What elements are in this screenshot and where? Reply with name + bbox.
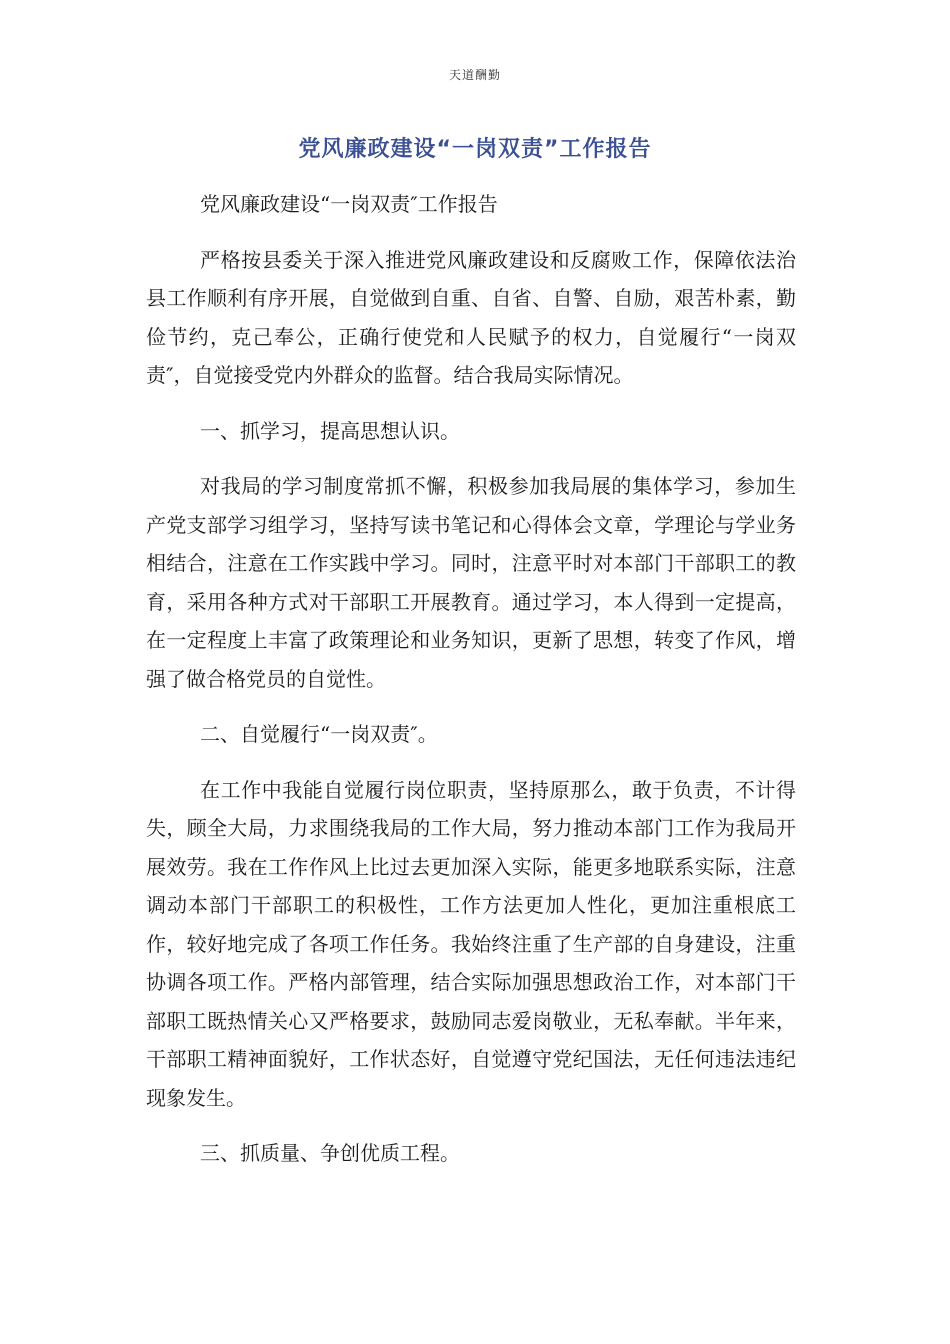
document-body xyxy=(146,185,796,1173)
document-subtitle: 党风廉政建设“一岗双责″工作报告 xyxy=(200,192,498,216)
section-3-heading: 三、抓质量、争创优质工程。 xyxy=(200,1141,460,1165)
intro-paragraph: 严格按县委关于深入推进党风廉政建设和反腐败工作，保障依法治县工作顺利有序开展，自觉做到自重、自省、自警、自励，艰苦朴素，勤俭节约，克己奉公，正确行使党和人民赋予的权力，自觉履行“一岗双责″，自觉接受党内外群众的监督。结合我局实际情况。 xyxy=(146,247,796,387)
document-title: 党风廉政建设“一岗双责”工作报告 xyxy=(298,137,652,162)
section-2-paragraph: 在工作中我能自觉履行岗位职责，坚持原那么，敢于负责，不计得失，顾全大局，力求围绕我局的工作大局，努力推动本部门工作为我局开展效劳。我在工作作风上比过去更加深入实际，能更多地联系实际，注意调动本部门干部职工的积极性，工作方法更加人性化，更加注重根底工作，较好地完成了各项工作任务。我始终注重了生产部的自身建设，注重协调各项工作。严格内部管理，结合实际加强思想政治工作，对本部门干部职工既热情关心又严格要求，鼓励同志爱岗敬业，无私奉献。半年来，干部职工精神面貌好，工作状态好，自觉遵守党纪国法，无任何违法违纪现象发生。 xyxy=(146,777,796,1110)
section-1-heading: 一、抓学习，提高思想认识。 xyxy=(200,418,460,443)
section-1-paragraph: 对我局的学习制度常抓不懈，积极参加我局展的集体学习，参加生产党支部学习组学习，坚持写读书笔记和心得体会文章，学理论与学业务相结合，注意在工作实践中学习。同时，注意平时对本部门干部职工的教育，采用各种方式对干部职工开展教育。通过学习，本人得到一定提高，在一定程度上丰富了政策理论和业务知识，更新了思想，转变了作风，增强了做合格党员的自觉性。 xyxy=(146,474,796,691)
header-note: 天道酬勤 xyxy=(448,68,501,82)
section-2-heading: 二、自觉履行“一岗双责″。 xyxy=(200,722,438,746)
